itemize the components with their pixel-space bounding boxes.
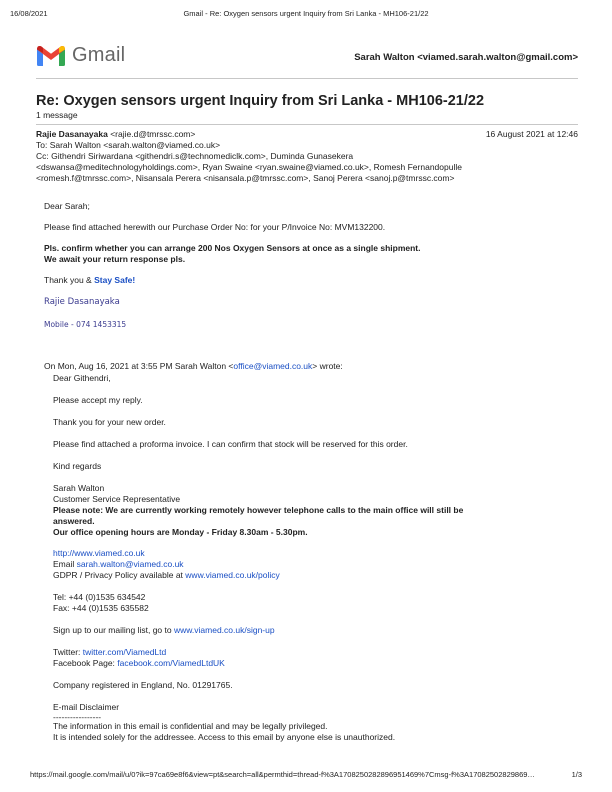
divider: [36, 78, 578, 79]
to-line: To: Sarah Walton <sarah.walton@viamed.co.uk>: [36, 140, 221, 150]
signature-mobile: Mobile - 074 1453315: [44, 320, 127, 329]
quote-intro-email-link[interactable]: office@viamed.co.uk: [233, 361, 313, 371]
account-label: Sarah Walton <viamed.sarah.walton@gmail.com>: [354, 52, 578, 63]
quote-sender-name: Sarah Walton: [53, 483, 105, 493]
greeting: Dear Sarah;: [44, 201, 90, 211]
message-header: [36, 129, 578, 184]
cc-line: <dswansa@meditechnologyholdings.com>, Ryan Swaine <ryan.swaine@viamed.co.uk>, Romesh Fernandopulle: [36, 162, 462, 172]
twitter-label: Twitter:: [53, 647, 81, 657]
cc-line: Cc: Githendri Siriwardana <githendri.s@technomediclk.com>, Duminda Gunasekera: [36, 151, 354, 161]
stay-safe-text: Stay Safe!: [94, 275, 136, 285]
office-hours: Our office opening hours are Monday - Friday 8.30am - 5.30pm.: [53, 527, 308, 537]
gdpr-label: GDPR / Privacy Policy available at: [53, 570, 183, 580]
office-note: Please note: We are currently working remotely however telephone calls to the main office will still be: [53, 505, 464, 515]
disclaimer-line: The information in this email is confidential and may be legally privileged.: [53, 721, 328, 731]
disclaimer-title: E-mail Disclaimer: [53, 702, 120, 712]
office-note: answered.: [53, 516, 95, 526]
fax: Fax: +44 (0)1535 635582: [53, 603, 149, 613]
quote-line: Please accept my reply.: [53, 395, 143, 405]
message-body: [44, 201, 578, 330]
bold-paragraph: We await your return response pls.: [44, 254, 186, 264]
quote-greeting: Dear Githendri,: [53, 373, 111, 383]
twitter-link[interactable]: twitter.com/ViamedLtd: [82, 647, 167, 657]
disclaimer-rule: -----------------: [53, 712, 102, 722]
quote-intro-suffix: > wrote:: [312, 361, 343, 371]
print-url: https://mail.google.com/mail/u/0?ik=97ca69e8f6&view=pt&search=all&permthid=thread-f%3A1708250282896951469%7Cmsg-f%3A17082502829869…: [30, 770, 535, 779]
page-number: 1/3: [571, 770, 582, 779]
kind-regards: Kind regards: [53, 461, 102, 471]
email-subject: Re: Oxygen sensors urgent Inquiry from Sri Lanka - MH106-21/22: [36, 93, 485, 109]
cc-line: <romesh.f@tmrssc.com>, Nisansala Perera <nisansala.p@tmrssc.com>, Sanoj Perera <sanoj.p@tmrssc.com>: [36, 173, 455, 183]
sender-name: Rajie Dasanayaka: [36, 129, 108, 139]
quote-line: Please find attached a proforma invoice. I can confirm that stock will be reserved for this order.: [53, 439, 408, 449]
quote-sender-role: Customer Service Representative: [53, 494, 181, 504]
facebook-label: Facebook Page:: [53, 658, 115, 668]
sender-email: <rajie.d@tmrssc.com>: [110, 129, 196, 139]
quote-line: Thank you for your new order.: [53, 417, 166, 427]
website-link[interactable]: http://www.viamed.co.uk: [53, 548, 145, 558]
quote-intro-prefix: On Mon, Aug 16, 2021 at 3:55 PM Sarah Walton <: [44, 361, 234, 371]
signup-label: Sign up to our mailing list, go to: [53, 625, 172, 635]
paragraph: Please find attached herewith our Purchase Order No: for your P/Invoice No: MVM132200.: [44, 222, 386, 232]
email-link[interactable]: sarah.walton@viamed.co.uk: [76, 559, 184, 569]
gmail-wordmark: Gmail: [72, 44, 126, 66]
gmail-logo-icon: [36, 44, 66, 67]
quoted-message: [53, 373, 578, 743]
quote-intro: [44, 361, 578, 372]
divider: [36, 124, 578, 125]
message-count: 1 message: [36, 110, 78, 120]
signature-name: Rajie Dasanayaka: [44, 297, 120, 307]
bold-paragraph: Pls. confirm whether you can arrange 200 Nos Oxygen Sensors at once as a single shipment.: [44, 243, 421, 253]
thanks-text: Thank you &: [44, 275, 92, 285]
print-date: 16/08/2021: [10, 9, 48, 18]
tel: Tel: +44 (0)1535 634542: [53, 592, 146, 602]
gmail-logo[interactable]: [36, 44, 125, 67]
facebook-link[interactable]: facebook.com/ViamedLtdUK: [117, 658, 225, 668]
email-label: Email: [53, 559, 75, 569]
disclaimer-line: It is intended solely for the addressee. Access to this email by anyone else is unauthorized.: [53, 732, 396, 742]
company-registration: Company registered in England, No. 01291765.: [53, 680, 233, 690]
signup-link[interactable]: www.viamed.co.uk/sign-up: [173, 625, 275, 635]
message-date: 16 August 2021 at 12:46: [485, 129, 578, 139]
print-title: Gmail - Re: Oxygen sensors urgent Inquiry from Sri Lanka - MH106-21/22: [183, 9, 429, 18]
gdpr-link[interactable]: www.viamed.co.uk/policy: [185, 570, 280, 580]
